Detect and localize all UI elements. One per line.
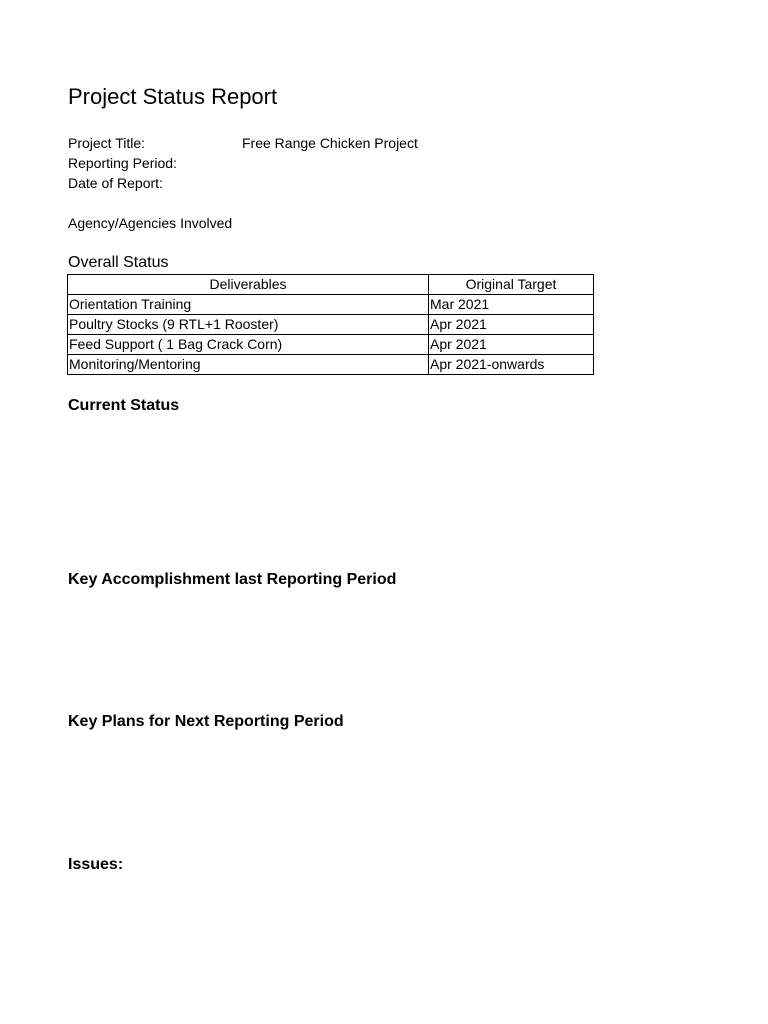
target-cell: Apr 2021-onwards — [429, 355, 594, 375]
agencies-involved-label: Agency/Agencies Involved — [68, 215, 233, 231]
table-row — [68, 315, 594, 335]
key-plans-heading: Key Plans for Next Reporting Period — [68, 713, 344, 730]
project-title-label: Project Title: — [68, 135, 146, 151]
column-header-deliverables: Deliverables — [68, 275, 429, 295]
current-status-heading: Current Status — [68, 397, 180, 414]
key-accomplishment-heading: Key Accomplishment last Reporting Period — [68, 571, 397, 588]
date-of-report-label: Date of Report: — [68, 175, 163, 191]
project-title-value: Free Range Chicken Project — [242, 135, 418, 151]
page-title: Project Status Report — [68, 84, 278, 109]
target-cell: Mar 2021 — [429, 295, 594, 315]
table-row — [68, 335, 594, 355]
deliverable-cell: Monitoring/Mentoring — [68, 355, 429, 375]
column-header-original-target: Original Target — [429, 275, 594, 295]
table-row — [68, 295, 594, 315]
deliverable-cell: Feed Support ( 1 Bag Crack Corn) — [68, 335, 429, 355]
deliverable-cell: Orientation Training — [68, 295, 429, 315]
issues-heading: Issues: — [68, 856, 124, 873]
deliverable-cell: Poultry Stocks (9 RTL+1 Rooster) — [68, 315, 429, 335]
reporting-period-label: Reporting Period: — [68, 155, 177, 171]
target-cell: Apr 2021 — [429, 315, 594, 335]
table-row — [68, 355, 594, 375]
table-header-row — [68, 275, 594, 295]
overall-status-heading: Overall Status — [68, 254, 169, 271]
overall-status-table — [67, 274, 594, 375]
target-cell: Apr 2021 — [429, 335, 594, 355]
